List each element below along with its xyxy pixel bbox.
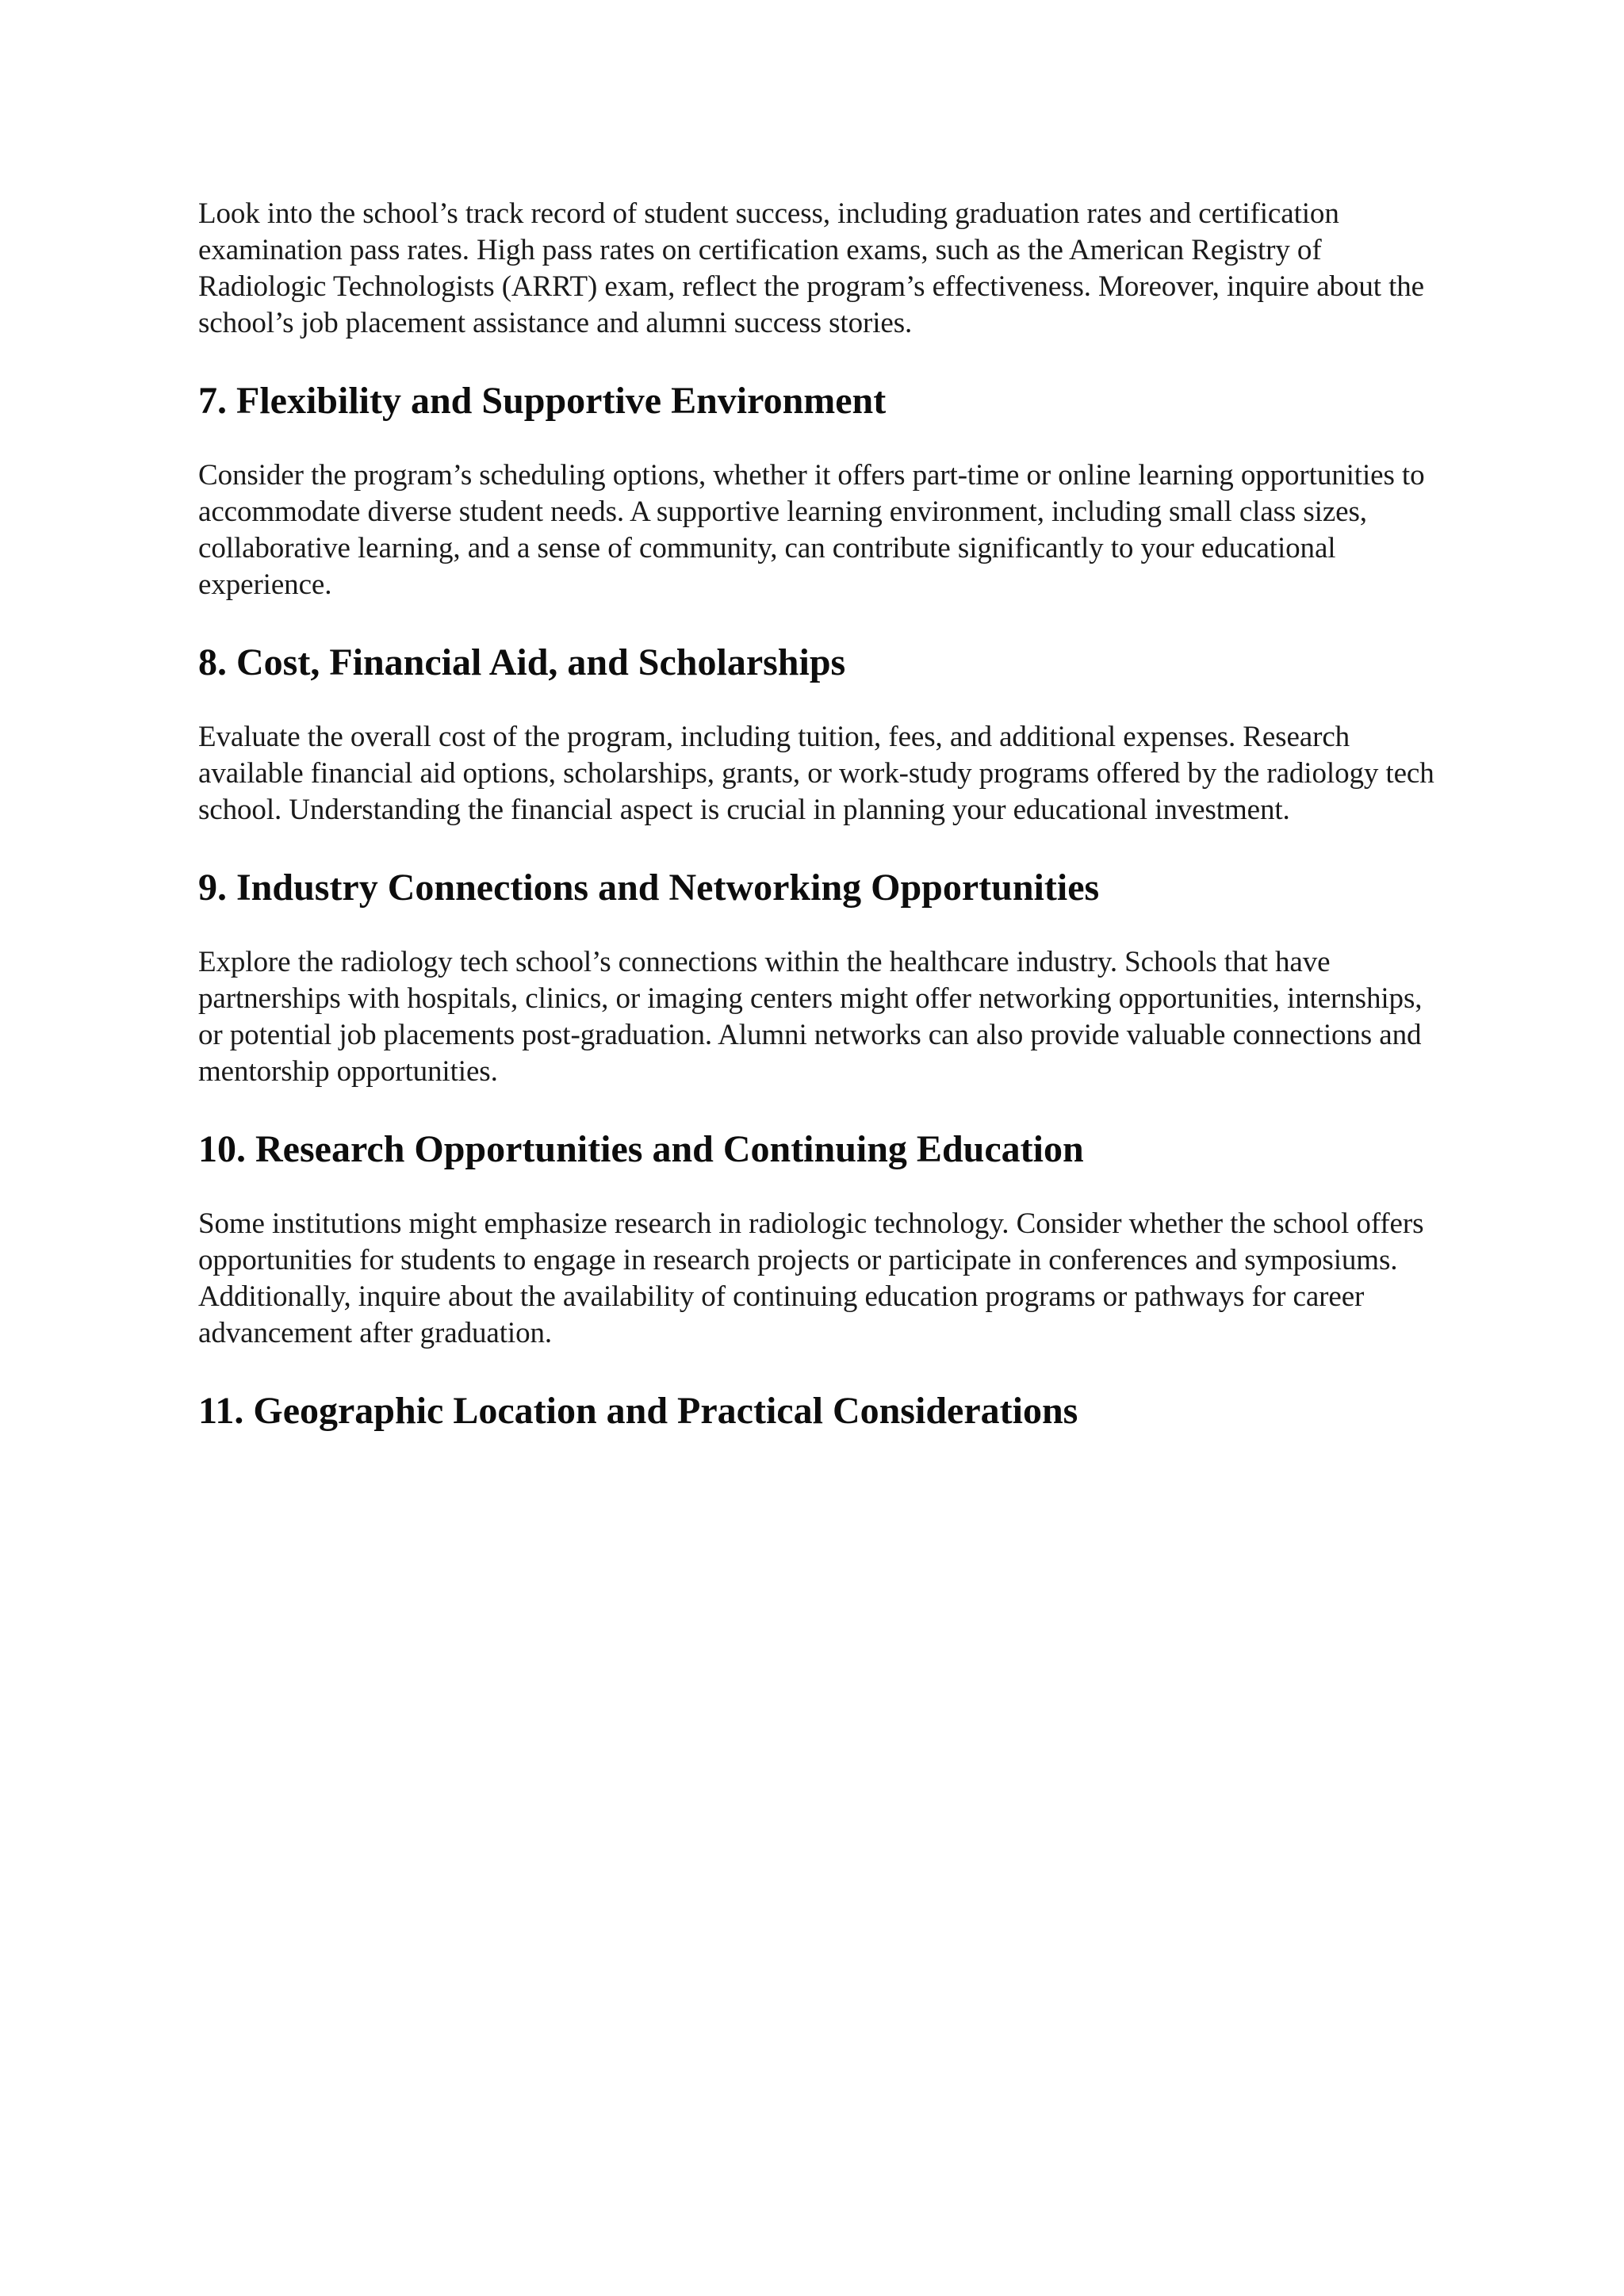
section-heading-11: 11. Geographic Location and Practical Considerations [198,1390,1078,1432]
section-body-8: Evaluate the overall cost of the program, including tuition, fees, and additional expenses. Research available financial aid options, scholarships, grants, or work-study programs offered by the radiology tech school. Understanding the financial aspect is crucial in planning your educational investment. [198,721,1434,826]
section-body-10: Some institutions might emphasize research in radiologic technology. Consider whether the school offers opportunities for students to engage in research projects or participate in conferences and symposiums. Additionally, inquire about the availability of continuing education programs or pathways for career advancement after graduation. [198,1207,1424,1349]
section-body-9: Explore the radiology tech school’s connections within the healthcare industry. Schools that have partnerships with hospitals, clinics, or imaging centers might offer networking opportunities, internships, or potential job placements post-graduation. Alumni networks can also provide valuable connections and mentorship opportunities. [198,946,1423,1088]
section-heading-9: 9. Industry Connections and Networking Opportunities [198,867,1100,909]
section-body-7: Consider the program’s scheduling options, whether it offers part-time or online learning opportunities to accommodate diverse student needs. A supportive learning environment, including small class sizes, collaborative learning, and a sense of community, can contribute significantly to your educational experience. [198,459,1425,601]
section-heading-7: 7. Flexibility and Supportive Environment [198,380,887,422]
intro-paragraph: Look into the school’s track record of student success, including graduation rates and certification examination pass rates. High pass rates on certification exams, such as the American Registry of Radiologic Technologists (ARRT) exam, reflect the program’s effectiveness. Moreover, inquire about the school’s job placement assistance and alumni success stories. [198,197,1424,339]
document-content [198,196,1451,1434]
section-heading-8: 8. Cost, Financial Aid, and Scholarships [198,641,846,683]
section-heading-10: 10. Research Opportunities and Continuing Education [198,1128,1084,1170]
